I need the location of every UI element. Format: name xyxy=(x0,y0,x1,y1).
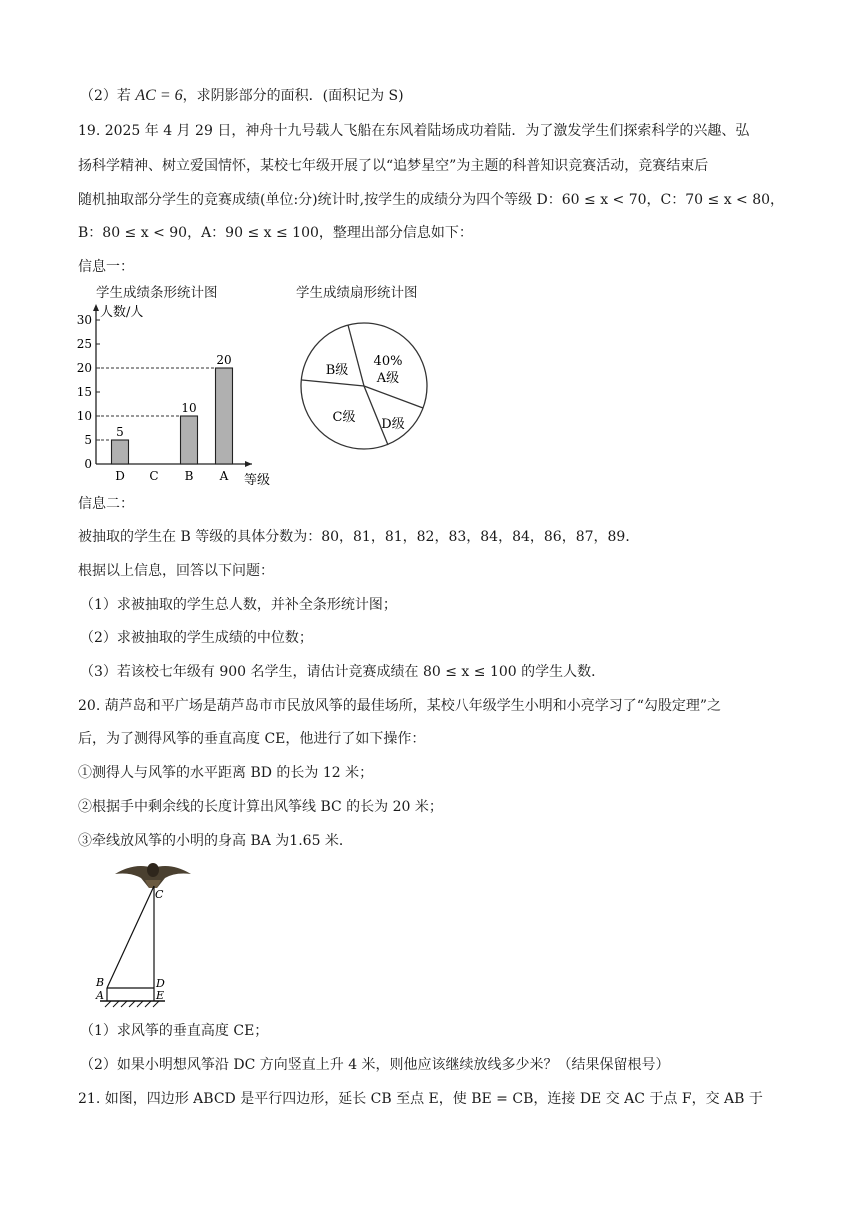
text: （2）若 xyxy=(80,88,131,104)
pie-chart xyxy=(296,318,446,458)
q19-sub-3: （3）若该校七年级有 900 名学生，请估计竞赛成绩在 80 ≤ x ≤ 100 的学生人数． xyxy=(80,664,606,680)
y-tick-label: 20 xyxy=(76,361,92,375)
info-two-label: 信息二： xyxy=(78,496,134,512)
q19-line-3: 随机抽取部分学生的竞赛成绩(单位:分)统计时,按学生的成绩分为四个等级 D：60 ≤ x < 70，C：70 ≤ x < 80， xyxy=(78,192,785,208)
q21-line-1: 21. 如图，四边形 ABCD 是平行四边形，延长 CB 至点 E，使 BE = CB，连接 DE 交 AC 于点 F，交 AB 于 xyxy=(78,1091,763,1107)
x-tick-label: D xyxy=(115,469,125,483)
q18-part2 xyxy=(80,86,404,106)
bar-data-label: 10 xyxy=(181,401,197,415)
pie-label-d: D级 xyxy=(381,417,405,432)
text: ，求阴影部分的面积．(面积记为 S) xyxy=(182,88,404,104)
q19-line-4: B：80 ≤ x < 90，A：90 ≤ x ≤ 100，整理出部分信息如下： xyxy=(78,225,473,241)
bar-data-label: 20 xyxy=(216,353,232,367)
q19-sub-1: （1）求被抽取的学生总人数，并补全条形统计图； xyxy=(80,597,397,613)
q20-step-1: ①测得人与风筝的水平距离 BD 的长为 12 米； xyxy=(78,765,374,781)
y-axis-arrow xyxy=(93,304,99,311)
y-tick-label: 0 xyxy=(84,457,92,471)
bar-chart-title: 学生成绩条形统计图 xyxy=(96,285,218,301)
label-b: B xyxy=(96,976,105,989)
y-tick-label: 10 xyxy=(76,409,92,423)
bar-chart xyxy=(72,298,292,498)
q20-line-1: 20. 葫芦岛和平广场是葫芦岛市市民放风筝的最佳场所，某校八年级学生小明和小亮学习了“勾股定理”之 xyxy=(78,698,722,714)
q20-sub-2: （2）如果小明想风筝沿 DC 方向竖直上升 4 米，则他应该继续放线多少米？（结果保留根号） xyxy=(80,1057,670,1073)
label-e: E xyxy=(156,989,165,1002)
q20-sub-1: （1）求风筝的垂直高度 CE； xyxy=(80,1023,269,1039)
q19-line-1: 19. 2025 年 4 月 29 日，神舟十九号载人飞船在东风着陆场成功着陆．为了激发学生们探索科学的兴趣、弘 xyxy=(78,123,750,139)
y-tick-label: 25 xyxy=(76,337,92,351)
bar xyxy=(181,416,198,464)
math-expr: AC = 6 xyxy=(135,87,183,104)
kite-figure xyxy=(96,858,215,1008)
x-tick-label: C xyxy=(149,469,159,483)
q19-line-2: 扬科学精神、树立爱国情怀，某校七年级开展了以“追梦星空”为主题的科普知识竞赛活动，竞赛结束后 xyxy=(78,158,709,174)
label-c: C xyxy=(155,888,164,901)
y-tick-label: 15 xyxy=(76,385,92,399)
y-tick-label: 5 xyxy=(84,433,92,447)
b-scores: 被抽取的学生在 B 等级的具体分数为：80，81，81，82，83，84，84，86，87，89． xyxy=(78,529,640,545)
pie-label-c: C级 xyxy=(332,410,356,425)
ground-hatching xyxy=(105,1001,159,1007)
kite-string-bc xyxy=(107,886,154,988)
x-tick-label: A xyxy=(219,469,229,483)
pie-chart-title: 学生成绩扇形统计图 xyxy=(296,285,418,301)
kite-icon xyxy=(115,863,191,888)
bar xyxy=(216,368,233,464)
pie-label-b: B级 xyxy=(325,363,349,378)
y-axis-label: 人数/人 xyxy=(100,305,144,320)
pie-label-a: A级 xyxy=(376,371,400,386)
q19-sub-2: （2）求被抽取的学生成绩的中位数； xyxy=(80,630,313,646)
x-axis-arrow xyxy=(245,461,252,467)
info-one-label: 信息一： xyxy=(78,259,134,275)
answer-intro: 根据以上信息，回答以下问题： xyxy=(78,563,274,579)
x-tick-label: B xyxy=(184,469,194,483)
pie-percent-a: 40% xyxy=(373,354,403,369)
bar-data-label: 5 xyxy=(116,425,124,439)
q20-step-3: ③牵线放风筝的小明的身高 BA 为1.65 米． xyxy=(78,833,353,849)
q20-step-2: ②根据手中剩余线的长度计算出风筝线 BC 的长为 20 米； xyxy=(78,799,443,815)
x-axis-label: 等级 xyxy=(244,473,271,488)
label-d: D xyxy=(156,977,165,990)
y-tick-label: 30 xyxy=(76,313,92,327)
label-a: A xyxy=(96,989,104,1002)
bar xyxy=(112,440,129,464)
q20-line-2: 后，为了测得风筝的垂直高度 CE，他进行了如下操作： xyxy=(78,731,426,747)
